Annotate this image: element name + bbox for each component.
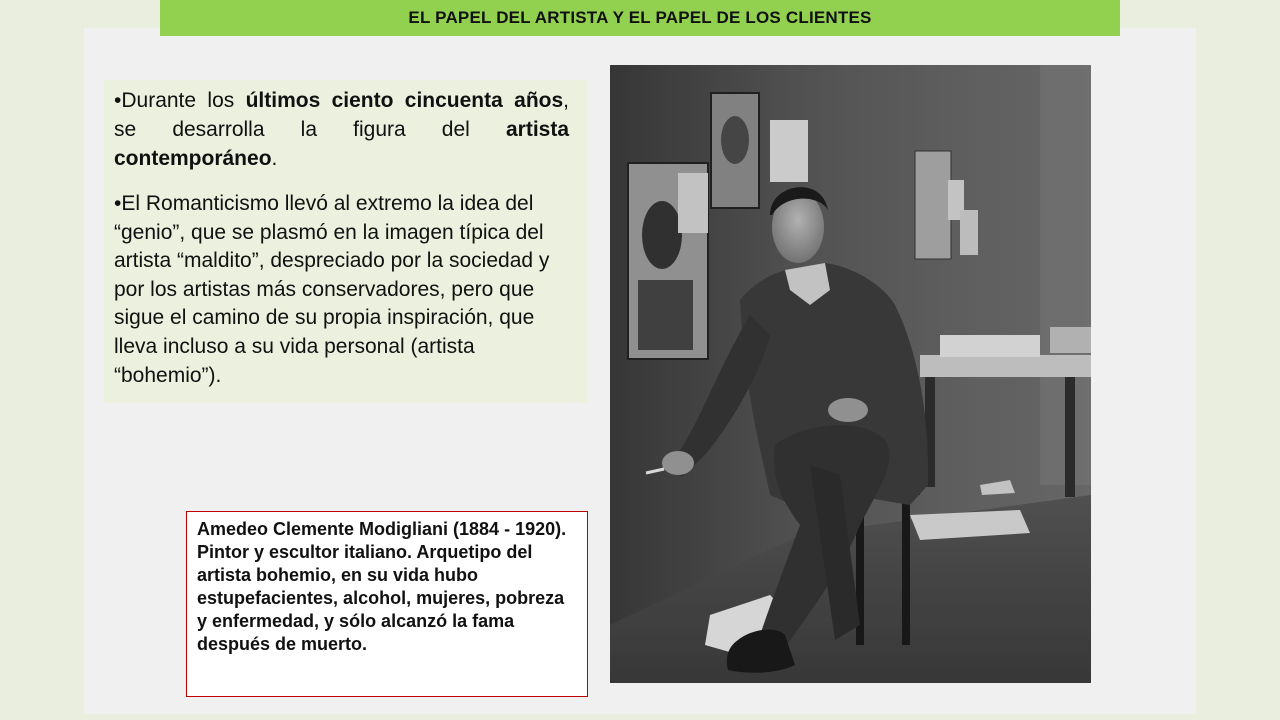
emphasis-time: últimos ciento cincuenta años bbox=[245, 89, 564, 112]
slide-title: EL PAPEL DEL ARTISTA Y EL PAPEL DE LOS CLIENTES bbox=[408, 8, 872, 27]
title-banner bbox=[160, 0, 1120, 36]
modigliani-photo bbox=[610, 65, 1091, 683]
studio-photo-illustration bbox=[610, 65, 1091, 683]
intro-paragraph-2: •El Romanticismo llevó al extremo la idea del “genio”, que se plasmó en la imagen típica del artista “maldito”, despreciado por la sociedad y por los artistas más conservadores, pero que sigue el camino de su propia inspiración, que lleva incluso a su vida personal (artista “bohemio”). bbox=[114, 192, 550, 387]
photo-caption-box: Amedeo Clemente Modigliani (1884 - 1920). Pintor y escultor italiano. Arquetipo del artista bohemio, en su vida hubo estupefacientes, alcohol, mujeres, pobreza y enfermedad, y sólo alcanzó la fama después de muerto. bbox=[186, 511, 588, 697]
bullet: • bbox=[114, 89, 122, 112]
intro-paragraph-1: •Durante los últimos ciento cincuenta años, se desarrolla la figura del artista contemporáneo. bbox=[114, 89, 569, 170]
intro-text-box bbox=[104, 80, 587, 403]
emphasis-artist: artista contemporáneo bbox=[114, 118, 569, 170]
